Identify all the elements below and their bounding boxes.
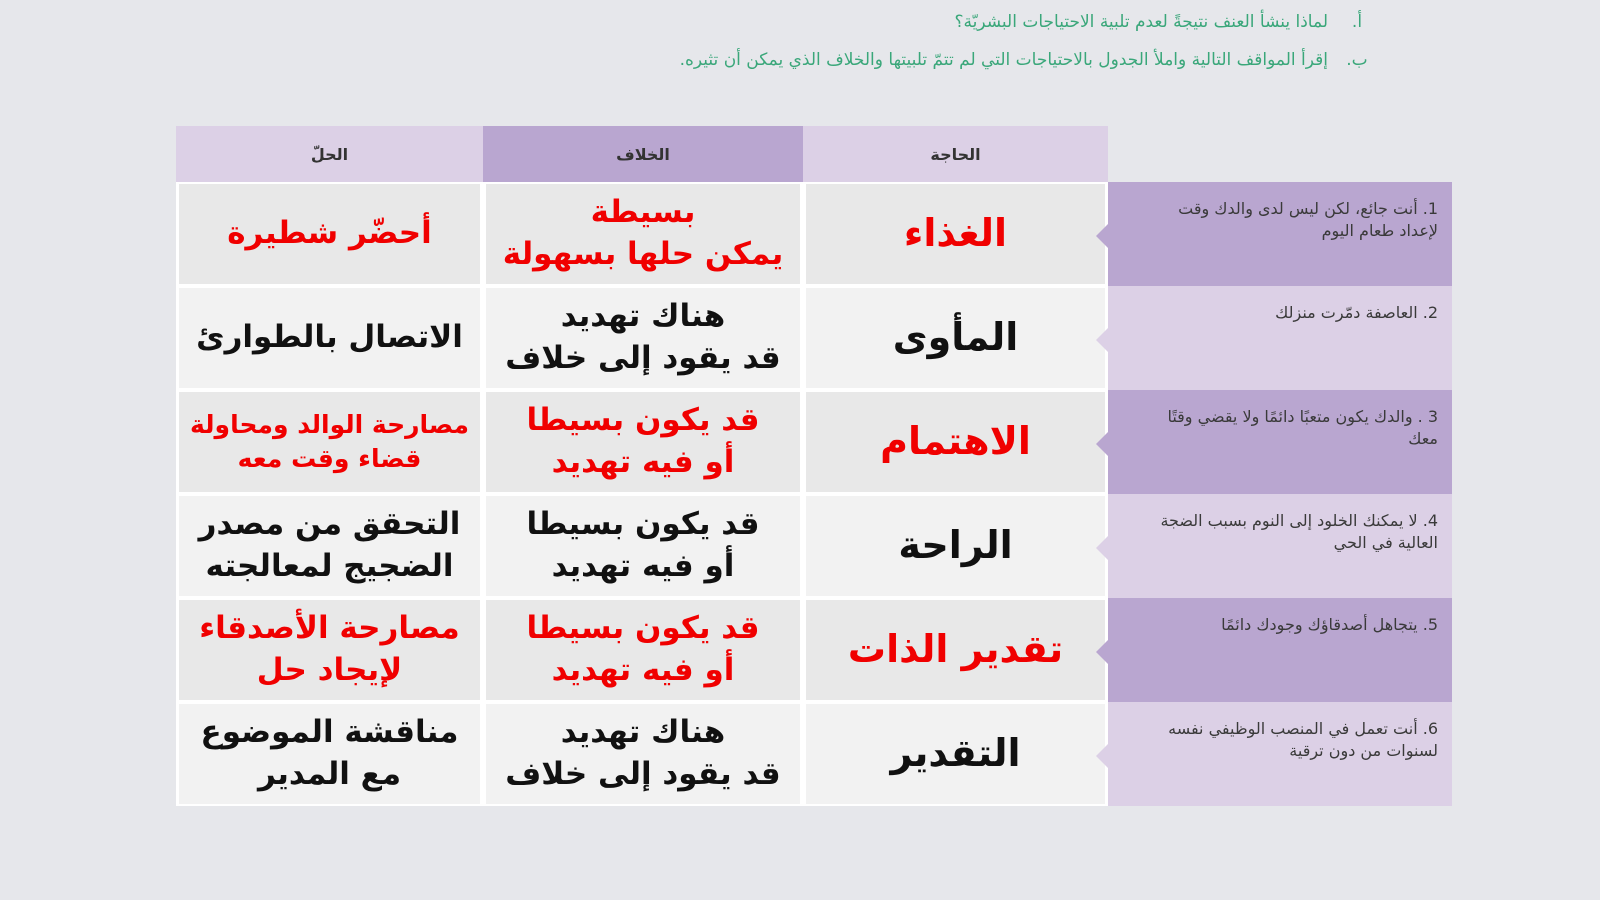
situation-text: 4. لا يمكنك الخلود إلى النوم بسبب الضجة العالية في الحي — [1160, 511, 1438, 552]
header-dispute: الخلاف — [483, 126, 803, 182]
situation-cell — [1108, 286, 1452, 390]
dispute-cell: قد يكون بسيطا أو فيه تهديد — [483, 494, 803, 598]
need-cell: تقدير الذات — [803, 598, 1108, 702]
situation-text: 2. العاصفة دمّرت منزلك — [1275, 303, 1438, 322]
question-number: ب. — [1346, 50, 1368, 70]
dispute-cell: قد يكون بسيطا أو فيه تهديد — [483, 390, 803, 494]
instructions — [240, 8, 1372, 84]
header-need: الحاجة — [803, 126, 1108, 182]
question-a — [240, 8, 1372, 46]
question-b — [240, 46, 1372, 84]
situation-text: 1. أنت جائع، لكن ليس لدى والدك وقت لإعداد طعام اليوم — [1178, 199, 1438, 240]
solution-cell: التحقق من مصدر الضجيج لمعالجته — [176, 494, 483, 598]
question-number: أ. — [1351, 12, 1363, 32]
situation-cell — [1108, 494, 1452, 598]
situation-cell — [1108, 182, 1452, 286]
table-row — [176, 182, 1452, 286]
table-row — [176, 390, 1452, 494]
table-row — [176, 702, 1452, 806]
dispute-cell: هناك تهديد قد يقود إلى خلاف — [483, 702, 803, 806]
need-cell: المأوى — [803, 286, 1108, 390]
situation-cell — [1108, 598, 1452, 702]
situation-cell — [1108, 702, 1452, 806]
situation-text: 6. أنت تعمل في المنصب الوظيفي نفسه لسنوات من دون ترقية — [1168, 719, 1438, 760]
dispute-cell: هناك تهديد قد يقود إلى خلاف — [483, 286, 803, 390]
solution-cell: الاتصال بالطوارئ — [176, 286, 483, 390]
need-cell: الراحة — [803, 494, 1108, 598]
need-cell: الغذاء — [803, 182, 1108, 286]
need-cell: الاهتمام — [803, 390, 1108, 494]
situation-text: 5. يتجاهل أصدقاؤك وجودك دائمًا — [1221, 615, 1438, 634]
solution-cell: مصارحة الوالد ومحاولة قضاء وقت معه — [176, 390, 483, 494]
question-text: إقرأ المواقف التالية واملأ الجدول بالاحتياجات التي لم تتمّ تلبيتها والخلاف الذي يمكن أن تثيره. — [679, 50, 1328, 70]
header-solution: الحلّ — [176, 126, 483, 182]
table-header-row — [176, 126, 1108, 182]
need-cell: التقدير — [803, 702, 1108, 806]
table-row — [176, 286, 1452, 390]
situation-cell — [1108, 390, 1452, 494]
situation-text: 3 . والدك يكون متعبًا دائمًا ولا يقضي وقتًا معك — [1167, 407, 1438, 448]
question-text: لماذا ينشأ العنف نتيجةً لعدم تلبية الاحتياجات البشريّة؟ — [954, 12, 1328, 32]
dispute-cell: بسيطة يمكن حلها بسهولة — [483, 182, 803, 286]
table-row — [176, 494, 1452, 598]
solution-cell: مصارحة الأصدقاء لإيجاد حل — [176, 598, 483, 702]
table-row — [176, 598, 1452, 702]
dispute-cell: قد يكون بسيطا أو فيه تهديد — [483, 598, 803, 702]
solution-cell: أحضّر شطيرة — [176, 182, 483, 286]
solution-cell: مناقشة الموضوع مع المدير — [176, 702, 483, 806]
table-body — [176, 182, 1452, 806]
needs-table — [176, 126, 1452, 806]
